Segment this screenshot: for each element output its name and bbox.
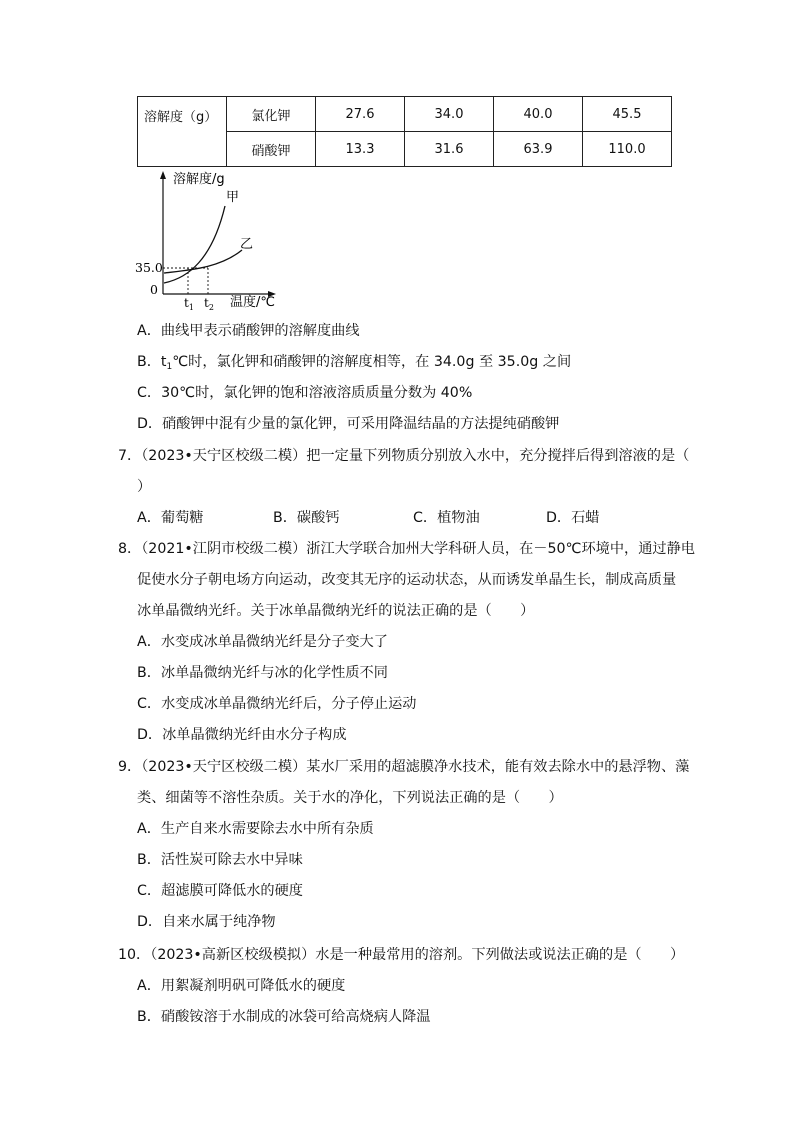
q7-option-c: C．植物油 (413, 510, 480, 526)
t2-label: $t_2$ (204, 296, 214, 312)
solubility-table (137, 96, 672, 167)
table-cell: 硝酸钾 (227, 132, 316, 167)
q8-option-c: C．水变成冰单晶微纳光纤后，分子停止运动 (137, 696, 417, 712)
curve-yi (164, 250, 242, 273)
q6-option-c: C．30℃时，氯化钾的饱和溶液溶质质量分数为 40% (137, 385, 473, 401)
origin-label: 0 (150, 282, 158, 297)
y-axis-label: 溶解度/g (173, 172, 225, 187)
q7-options (0, 507, 794, 527)
t1-label: $t_1$ (184, 296, 194, 312)
q9-stem: 9．（2023•天宁区校级二模）某水厂采用的超滤膜净水技术，能有效去除水中的悬浮物、藻 (118, 759, 690, 775)
q8-stem-cont: 促使水分子朝电场方向运动，改变其无序的运动状态，从而诱发单晶生长，制成高质量 (137, 572, 677, 588)
y-tick-label: 35.0 (135, 260, 163, 275)
q7-option-b: B．碳酸钙 (273, 510, 340, 526)
q9-option-c: C．超滤膜可降低水的硬度 (137, 883, 303, 899)
q8-stem-cont2: 冰单晶微纳光纤。关于冰单晶微纳光纤的说法正确的是（ ） (137, 603, 535, 619)
curve-jia-label: 甲 (226, 190, 240, 205)
table-cell: 13.3 (316, 132, 405, 167)
q8-option-b: B．冰单晶微纳光纤与冰的化学性质不同 (137, 665, 388, 681)
q9-stem-cont: 类、细菌等不溶性杂质。关于水的净化，下列说法正确的是（ ） (137, 790, 563, 806)
q9-option-b: B．活性炭可除去水中异味 (137, 852, 303, 868)
q8-option-d: D．冰单晶微纳光纤由水分子构成 (137, 727, 347, 743)
curve-yi-label: 乙 (240, 237, 254, 252)
q6-option-d: D．硝酸钾中混有少量的氯化钾，可采用降温结晶的方法提纯硝酸钾 (137, 416, 560, 432)
x-axis-label: 温度/℃ (230, 295, 275, 310)
table-cell: 110.0 (583, 132, 672, 167)
q8-stem: 8．（2021•江阴市校级二模）浙江大学联合加州大学科研人员，在－50℃环境中，通过静电 (118, 541, 695, 557)
table-cell: 氯化钾 (227, 97, 316, 132)
q7-stem-cont: ） (137, 479, 152, 495)
table-cell: 40.0 (494, 97, 583, 132)
q6-option-a: A．曲线甲表示硝酸钾的溶解度曲线 (137, 323, 360, 339)
table-row (138, 97, 672, 132)
q9-option-a: A．生产自来水需要除去水中所有杂质 (137, 821, 374, 837)
q8-option-a: A．水变成冰单晶微纳光纤是分子变大了 (137, 634, 388, 650)
q7-stem: 7．（2023•天宁区校级二模）把一定量下列物质分别放入水中，充分搅拌后得到溶液的是（ (118, 448, 690, 464)
table-cell: 27.6 (316, 97, 405, 132)
table-cell: 45.5 (583, 97, 672, 132)
q10-option-b: B．硝酸铵溶于水制成的冰袋可给高烧病人降温 (137, 1009, 431, 1025)
table-cell: 31.6 (405, 132, 494, 167)
table-cell: 63.9 (494, 132, 583, 167)
table-cell: 34.0 (405, 97, 494, 132)
q7-option-d: D．石蜡 (546, 510, 600, 526)
q7-option-a: A．葡萄糖 (137, 510, 204, 526)
solubility-graph (130, 168, 290, 313)
q10-option-a: A．用絮凝剂明矾可降低水的硬度 (137, 978, 346, 994)
q9-option-d: D．自来水属于纯净物 (137, 914, 276, 930)
q6-option-b: B．$t_1℃$时，氯化钾和硝酸钾的溶解度相等，在 34.0g 至 35.0g 之间 (137, 354, 572, 372)
q10-stem: 10．（2023•高新区校级模拟）水是一种最常用的溶剂。下列做法或说法正确的是（ ） (118, 947, 685, 963)
table-header-cell: 溶解度（g） (138, 97, 227, 167)
y-axis-arrow (160, 171, 166, 179)
